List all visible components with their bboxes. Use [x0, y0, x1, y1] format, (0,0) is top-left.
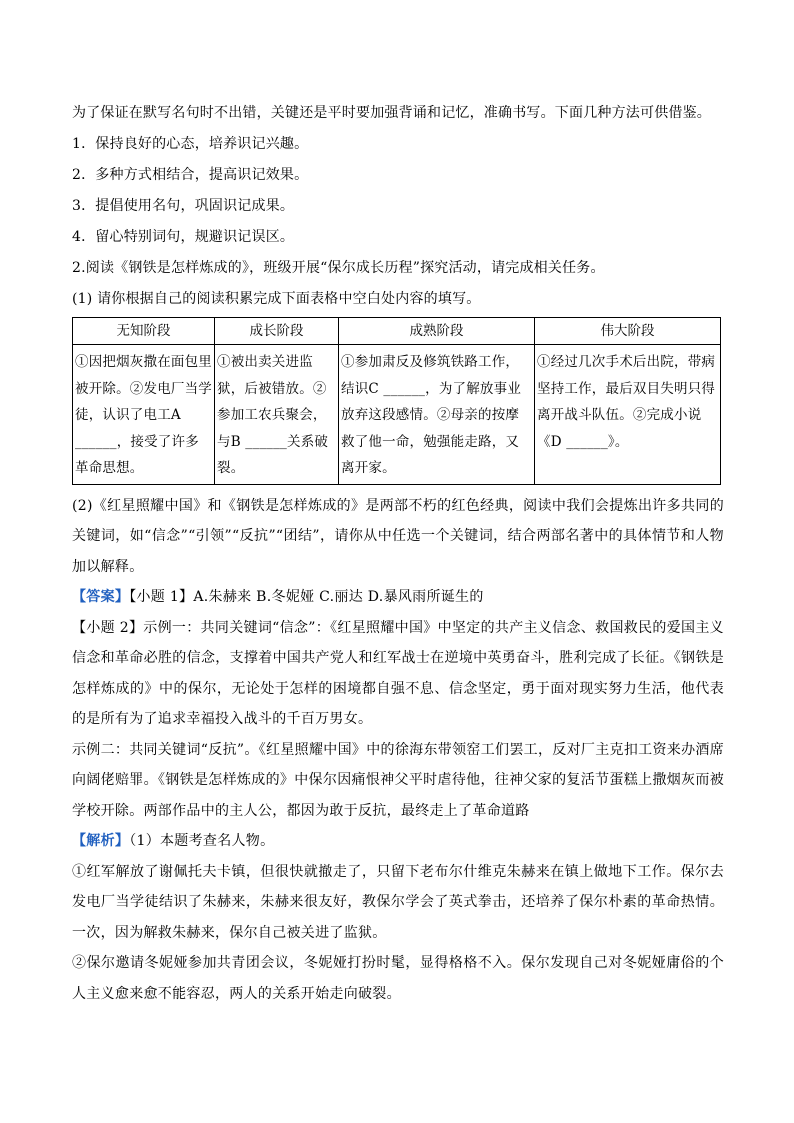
table-row [73, 345, 721, 485]
analysis-tag: 【解析】 [72, 833, 130, 849]
table-header: 无知阶段 [73, 318, 215, 345]
analysis-lead [72, 826, 724, 857]
answer-sub1-label: 【小题 1】 [129, 589, 194, 605]
answer-sub2-text: 示例一：共同关键词“信念”：《红星照耀中国》中坚定的共产主义信念、救国救民的爱国主义信念和革命必胜的信念，支撑着中国共产党人和红军战士在逆境中英勇奋斗，胜利完成了长征。《钢铁是怎样炼成的》中的保尔，无论处于怎样的困境都自强不息、信念坚定，勇于面对现实努力生活，他代表的是所有为了追求幸福投入战斗的千百万男女。 [72, 619, 724, 727]
document-page [72, 98, 724, 1009]
answer-example-2: 示例二：共同关键词“反抗”。《红星照耀中国》中的徐海东带领窑工们罢工，反对厂主克扣工资来办酒席向阔佬赔罪。《钢铁是怎样炼成的》中保尔因痛恨神父平时虐待他，往神父家的复活节蛋糕上撒烟灰而被学校开除。两部作品中的主人公，都因为敢于反抗，最终走上了革命道路 [72, 741, 724, 819]
table-cell: ①经过几次手术后出院，带病坚持工作，最后双目失明只得离开战斗队伍。②完成小说《D ______》。 [535, 345, 721, 485]
table-cell: ①因把烟灰撒在面包里被开除。②发电厂当学徒，认识了电工A ______，接受了许多革命思想。 [73, 345, 215, 485]
question-2: 2.阅读《钢铁是怎样炼成的》，班级开展“保尔成长历程”探究活动，请完成相关任务。 [72, 260, 605, 276]
table-header-row [73, 318, 721, 345]
table-header: 成长阶段 [215, 318, 339, 345]
analysis-paragraph: ②保尔邀请冬妮娅参加共青团会议，冬妮娅打扮时髦，显得格格不入。保尔发现自己对冬妮娅庸俗的个人主义愈来愈不能容忍，两人的关系开始走向破裂。 [72, 955, 724, 1002]
answer-sub2-label: 【小题 2】 [72, 619, 144, 636]
table-header: 成熟阶段 [339, 318, 535, 345]
table-header: 伟大阶段 [535, 318, 721, 345]
stages-table [72, 317, 721, 485]
question-2-1: (1) 请你根据自己的阅读积累完成下面表格中空白处内容的填写。 [72, 291, 481, 307]
method-item: 3．提倡使用名句，巩固识记成果。 [72, 198, 295, 214]
method-item: 2．多种方式相结合，提高识记效果。 [72, 167, 309, 183]
intro-text: 为了保证在默写名句时不出错，关键还是平时要加强背诵和记忆，准确书写。下面几种方法可供借鉴。 [72, 105, 711, 121]
answer-sub1 [72, 582, 724, 613]
method-item: 1．保持良好的心态，培养识记兴趣。 [72, 136, 309, 152]
analysis-lead-text: （1）本题考查名人物。 [129, 833, 275, 849]
table-cell: ①参加肃反及修筑铁路工作，结识C ______，为了解放事业放弃这段感情。②母亲的按摩救了他一命，勉强能走路，又离开家。 [339, 345, 535, 485]
answer-tag: 【答案】 [72, 589, 130, 605]
method-item: 4．留心特别词句，规避识记误区。 [72, 229, 295, 245]
answer-sub2 [72, 613, 724, 735]
question-2-2: (2)《红星照耀中国》和《钢铁是怎样炼成的》是两部不朽的红色经典，阅读中我们会提炼出许多共同的关键词，如“信念”“引领”“反抗”“团结”，请你从中任选一个关键词，结合两部名著中的具体情节和人物加以解释。 [72, 497, 724, 575]
analysis-paragraph: ①红军解放了谢佩托夫卡镇，但很快就撤走了，只留下老布尔什维克朱赫来在镇上做地下工作。保尔去发电厂当学徒结识了朱赫来，朱赫来很友好，教保尔学会了英式拳击，还培养了保尔朴素的革命热情。一次，因为解救朱赫来，保尔自己被关进了监狱。 [72, 863, 724, 941]
table-cell: ①被出卖关进监狱，后被错放。②参加工农兵聚会，与B ______关系破裂。 [215, 345, 339, 485]
answer-sub1-text: A.朱赫来 B.冬妮娅 C.丽达 D.暴风雨所诞生的 [193, 589, 484, 605]
